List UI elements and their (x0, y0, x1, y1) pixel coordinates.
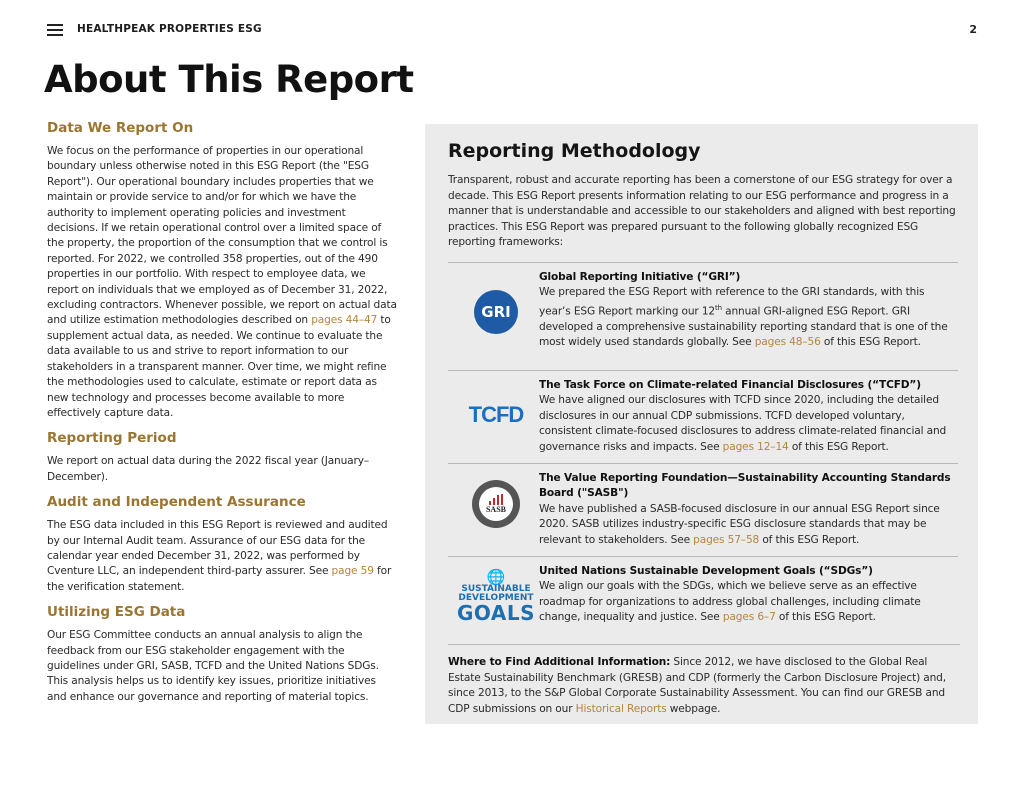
framework-sdg: 🌐 SUSTAINABLE DEVELOPMENT GOALS United Nations Sustainable Development Goals (“SDGs”) We align our goals with the SDGs, which we believe serve as an effective roadmap for organizations to address global challenges, including climate change, inequality and justice. See pages 6–7 of this ESG Report. (448, 556, 958, 635)
pages-57-58-link[interactable]: pages 57–58 (693, 533, 760, 546)
reporting-period-text: We report on actual data during the 2022 fiscal year (January–December). (47, 455, 369, 483)
audit-heading: Audit and Independent Assurance (47, 494, 306, 511)
sdg-logo: 🌐 SUSTAINABLE DEVELOPMENT GOALS (456, 567, 535, 625)
framework-tcfd: TCFD The Task Force on Climate-related Financial Disclosures (“TCFD”) We have aligned our disclosures with TCFD since 2020, including the detailed disclosures in our annual CDP submissions. TCFD developed voluntary, consistent climate-focused disclosures to address climate-related financial and governance risks and impacts. See pages 12–14 of this ESG Report. (448, 370, 958, 464)
methodology-panel (425, 124, 978, 724)
page-number: 2 (969, 23, 977, 36)
hamburger-menu-icon[interactable] (47, 24, 63, 36)
pages-6-7-link[interactable]: pages 6–7 (722, 611, 776, 624)
framework-sasb: SASB The Value Reporting Foundation—Sustainability Accounting Standards Board ("SASB") We have published a SASB-focused disclosure in our annual ESG Report since 2020. SASB utilizes industry-specific ESG disclosure standards that may be relevant to stakeholders. See pages 57–58 of this ESG Report. (448, 463, 958, 557)
pages-44-47-link[interactable]: pages 44–47 (311, 314, 378, 327)
un-globe-icon: 🌐 (486, 567, 506, 586)
top-bar (47, 22, 977, 38)
tcfd-title: The Task Force on Climate-related Financial Disclosures (“TCFD”) (539, 379, 921, 391)
left-column (47, 120, 397, 714)
audit-text: The ESG data included in this ESG Report is reviewed and audited by our Internal Audit team. Assurance of our ESG data for the calendar year ended December 31, 2022, was performed by Cventure LLC, an independent third-party assurer. See page 59 for the verification statement. (47, 519, 392, 593)
data-we-report-text: We focus on the performance of properties in our operational boundary unless otherwise noted in this ESG Report (the "ESG Report"). Our operational boundary includes properties that we maintain or provide service to and/or for which we have the authority to implement operating policies and investment decisions. If we retain operational control over a limited space of the property, the proportion of the consumption that we control is reported. For 2022, we controlled 358 properties, out of the 490 properties in our portfolio. With respect to employee data, we report on individuals that we employed as of December 31, 2022, excluding contractors. Whenever possible, we report on actual data and utilize estimation methodologies described on pages 44–47 to supplement actual data, as needed. We continue to evaluate the data available to us and strive to report information to our stakeholders in a transparent manner. Over time, we might refine the methodologies used to calculate, estimate or report data as new technology and processes become available to more effectively capture data. (47, 145, 397, 419)
utilizing-heading: Utilizing ESG Data (47, 604, 186, 621)
brand-title: HEALTHPEAK PROPERTIES ESG (77, 23, 262, 35)
page-title: About This Report (44, 58, 414, 101)
data-we-report-heading: Data We Report On (47, 120, 194, 136)
utilizing-text: Our ESG Committee conducts an annual analysis to align the feedback from our ESG stakeholder engagement with the guidelines under GRI, SASB, TCFD and the United Nations SDGs. This analysis helps us to identify key issues, prioritize initiatives and enhance our governance and reporting of material topics. (47, 629, 379, 703)
tcfd-logo: TCFD (468, 402, 524, 427)
historical-reports-link[interactable]: Historical Reports (575, 702, 667, 715)
gri-title: Global Reporting Initiative (“GRI”) (539, 271, 741, 283)
additional-information: Where to Find Additional Information: Since 2012, we have disclosed to the Global Real Estate Sustainability Benchmark (GRESB) and CDP (formerly the Carbon Disclosure Project) and, since 2013, to the S&P Global Corporate Sustainability Assessment. You can find our GRESB and CDP submissions on our Historical Reports webpage. (448, 644, 960, 717)
methodology-intro: Transparent, robust and accurate reporting has been a cornerstone of our ESG strategy for over a decade. This ESG Report presents information relating to our ESG performance and progress in a manner that is understandable and accessible to our stakeholders and aligned with best reporting practices. This ESG Report was prepared pursuant to the following globally recognized ESG reporting frameworks: (448, 174, 956, 249)
sasb-title: The Value Reporting Foundation—Sustainability Accounting Standards Board ("SASB") (539, 472, 951, 500)
page-59-link[interactable]: page 59 (331, 565, 374, 578)
sasb-logo: SASB (448, 478, 544, 530)
framework-gri: GRI Global Reporting Initiative (“GRI”) We prepared the ESG Report with reference to the GRI standards, with this year’s ESG Report marking our 12th annual GRI-aligned ESG Report. GRI developed a comprehensive sustainability reporting standard that is one of the most widely used standards globally. See pages 48–56 of this ESG Report. (448, 262, 958, 371)
sdg-title: United Nations Sustainable Development Goals (“SDGs”) (539, 565, 873, 577)
gri-logo: GRI (448, 286, 544, 338)
methodology-heading: Reporting Methodology (448, 140, 701, 162)
pages-12-14-link[interactable]: pages 12–14 (722, 440, 789, 453)
reporting-period-heading: Reporting Period (47, 430, 177, 447)
pages-48-56-link[interactable]: pages 48–56 (754, 336, 821, 349)
